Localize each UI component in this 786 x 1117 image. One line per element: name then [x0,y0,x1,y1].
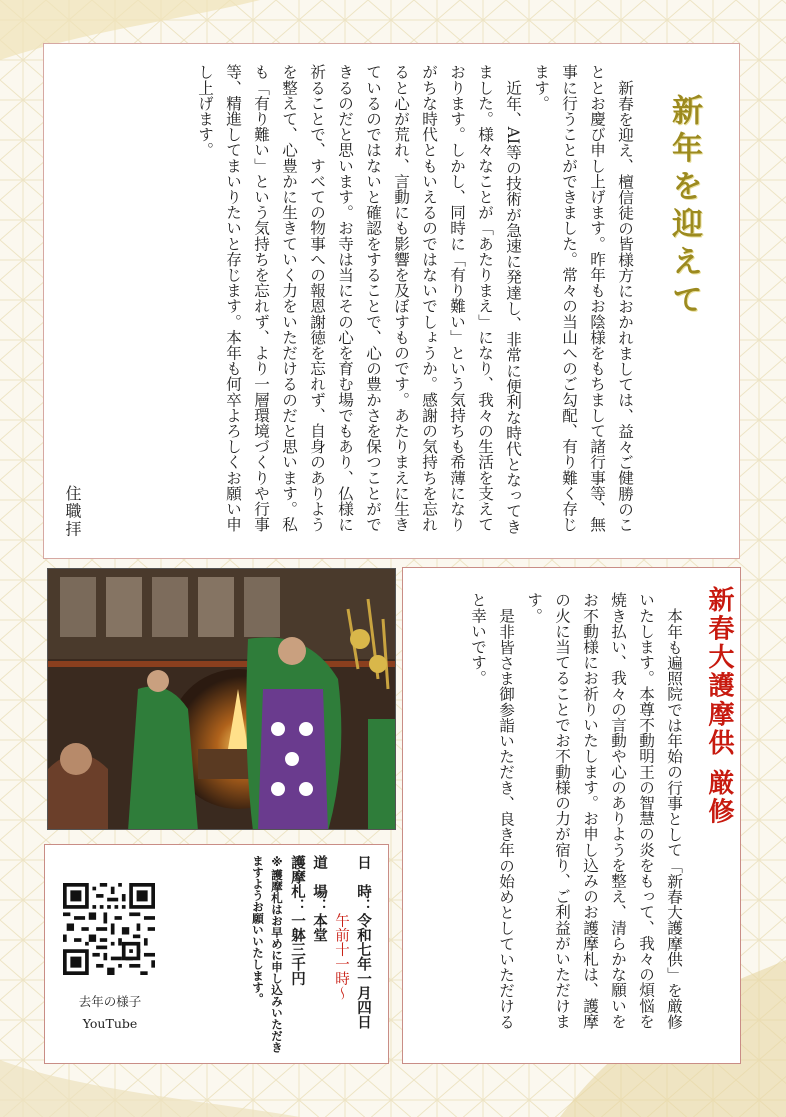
goma-panel [402,567,741,1064]
event-info-panel [44,844,389,1064]
greeting-paragraph: 新春を迎え、檀信徒の皆様方におかれましては、益々ご健勝のこととお慶び申し上げます。昨年もお陰様をもちまして諸行事等、無事に行うことができました。常々の当山へのご勾配、有り難く存じます。 [532,64,634,532]
greeting-title: 新年を迎えて [666,94,702,321]
qr-caption [51,991,169,1035]
event-date: 日 時：令和七年一月四日 [355,855,371,1029]
event-place: 道 場：本堂 [311,855,327,942]
goma-paragraph: 本年も遍照院では年始の行事として「新春大護摩供」を厳修いたします。本尊不動明王の智慧の炎をもって、我々の煩悩を焼き払い、我々の言動や心のありようを整え、清らかな願いをお不動様にお祈りいたします。お申し込みのお護摩札は、護摩の火に当てることでお不動様の力が宿り、ご利益がいただけます。 [525,592,683,1029]
qr-caption-line-2: YouTube [82,1016,138,1031]
event-info-text [248,855,374,1057]
goma-ceremony-photo [47,568,396,830]
event-time [330,855,352,1057]
qr-caption-line-1: 去年の様子 [78,994,142,1009]
event-fee: 護摩札：一躰三千円 [289,855,305,986]
greeting-paragraph: 近年、AI等の技術が急速に発達し、非常に便利な時代となってきました。様々なことが「あたりまえ」になり、我々の生活を支えております。しかし、同時に「有り難い」という気持ちも希薄になりがちな時代ともいえるのではないでしょうか。感謝の気持ちを忘れると心が荒れ、言動にも影響を及ぼすものです。あたりまえに生きているのではないと確認をすることで、心の豊かさを保つことができるのだと思います。お寺は当にその心を育む場でもあり、仏様に祈ることで、すべての物事への報恩謝徳を忘れず、自身のありようを整えて、心豊かに生きていく力をいただけるのだと思います。私も「有り難い」という気持ちを忘れず、より一層環境づくりや行事等、精進してまいりたいと存じます。本年も何卒よろしくお願い申し上げます。 [196,64,522,534]
greeting-body [79,64,639,534]
event-note: ※護摩札はお早めに申し込みいただきますようお願いいたします。 [251,855,284,1053]
goma-title: 新春大護摩供 厳修 [704,586,734,827]
greeting-panel [43,43,740,559]
event-time-value: 午前十一時〜 [333,913,349,1000]
goma-paragraph: 是非皆さま御参詣いただき、良き年の始めとしていただけると幸いです。 [469,592,515,1029]
youtube-qr-code[interactable] [63,883,155,975]
goma-body [420,592,688,1044]
greeting-signature: 住職拝 [63,485,82,538]
